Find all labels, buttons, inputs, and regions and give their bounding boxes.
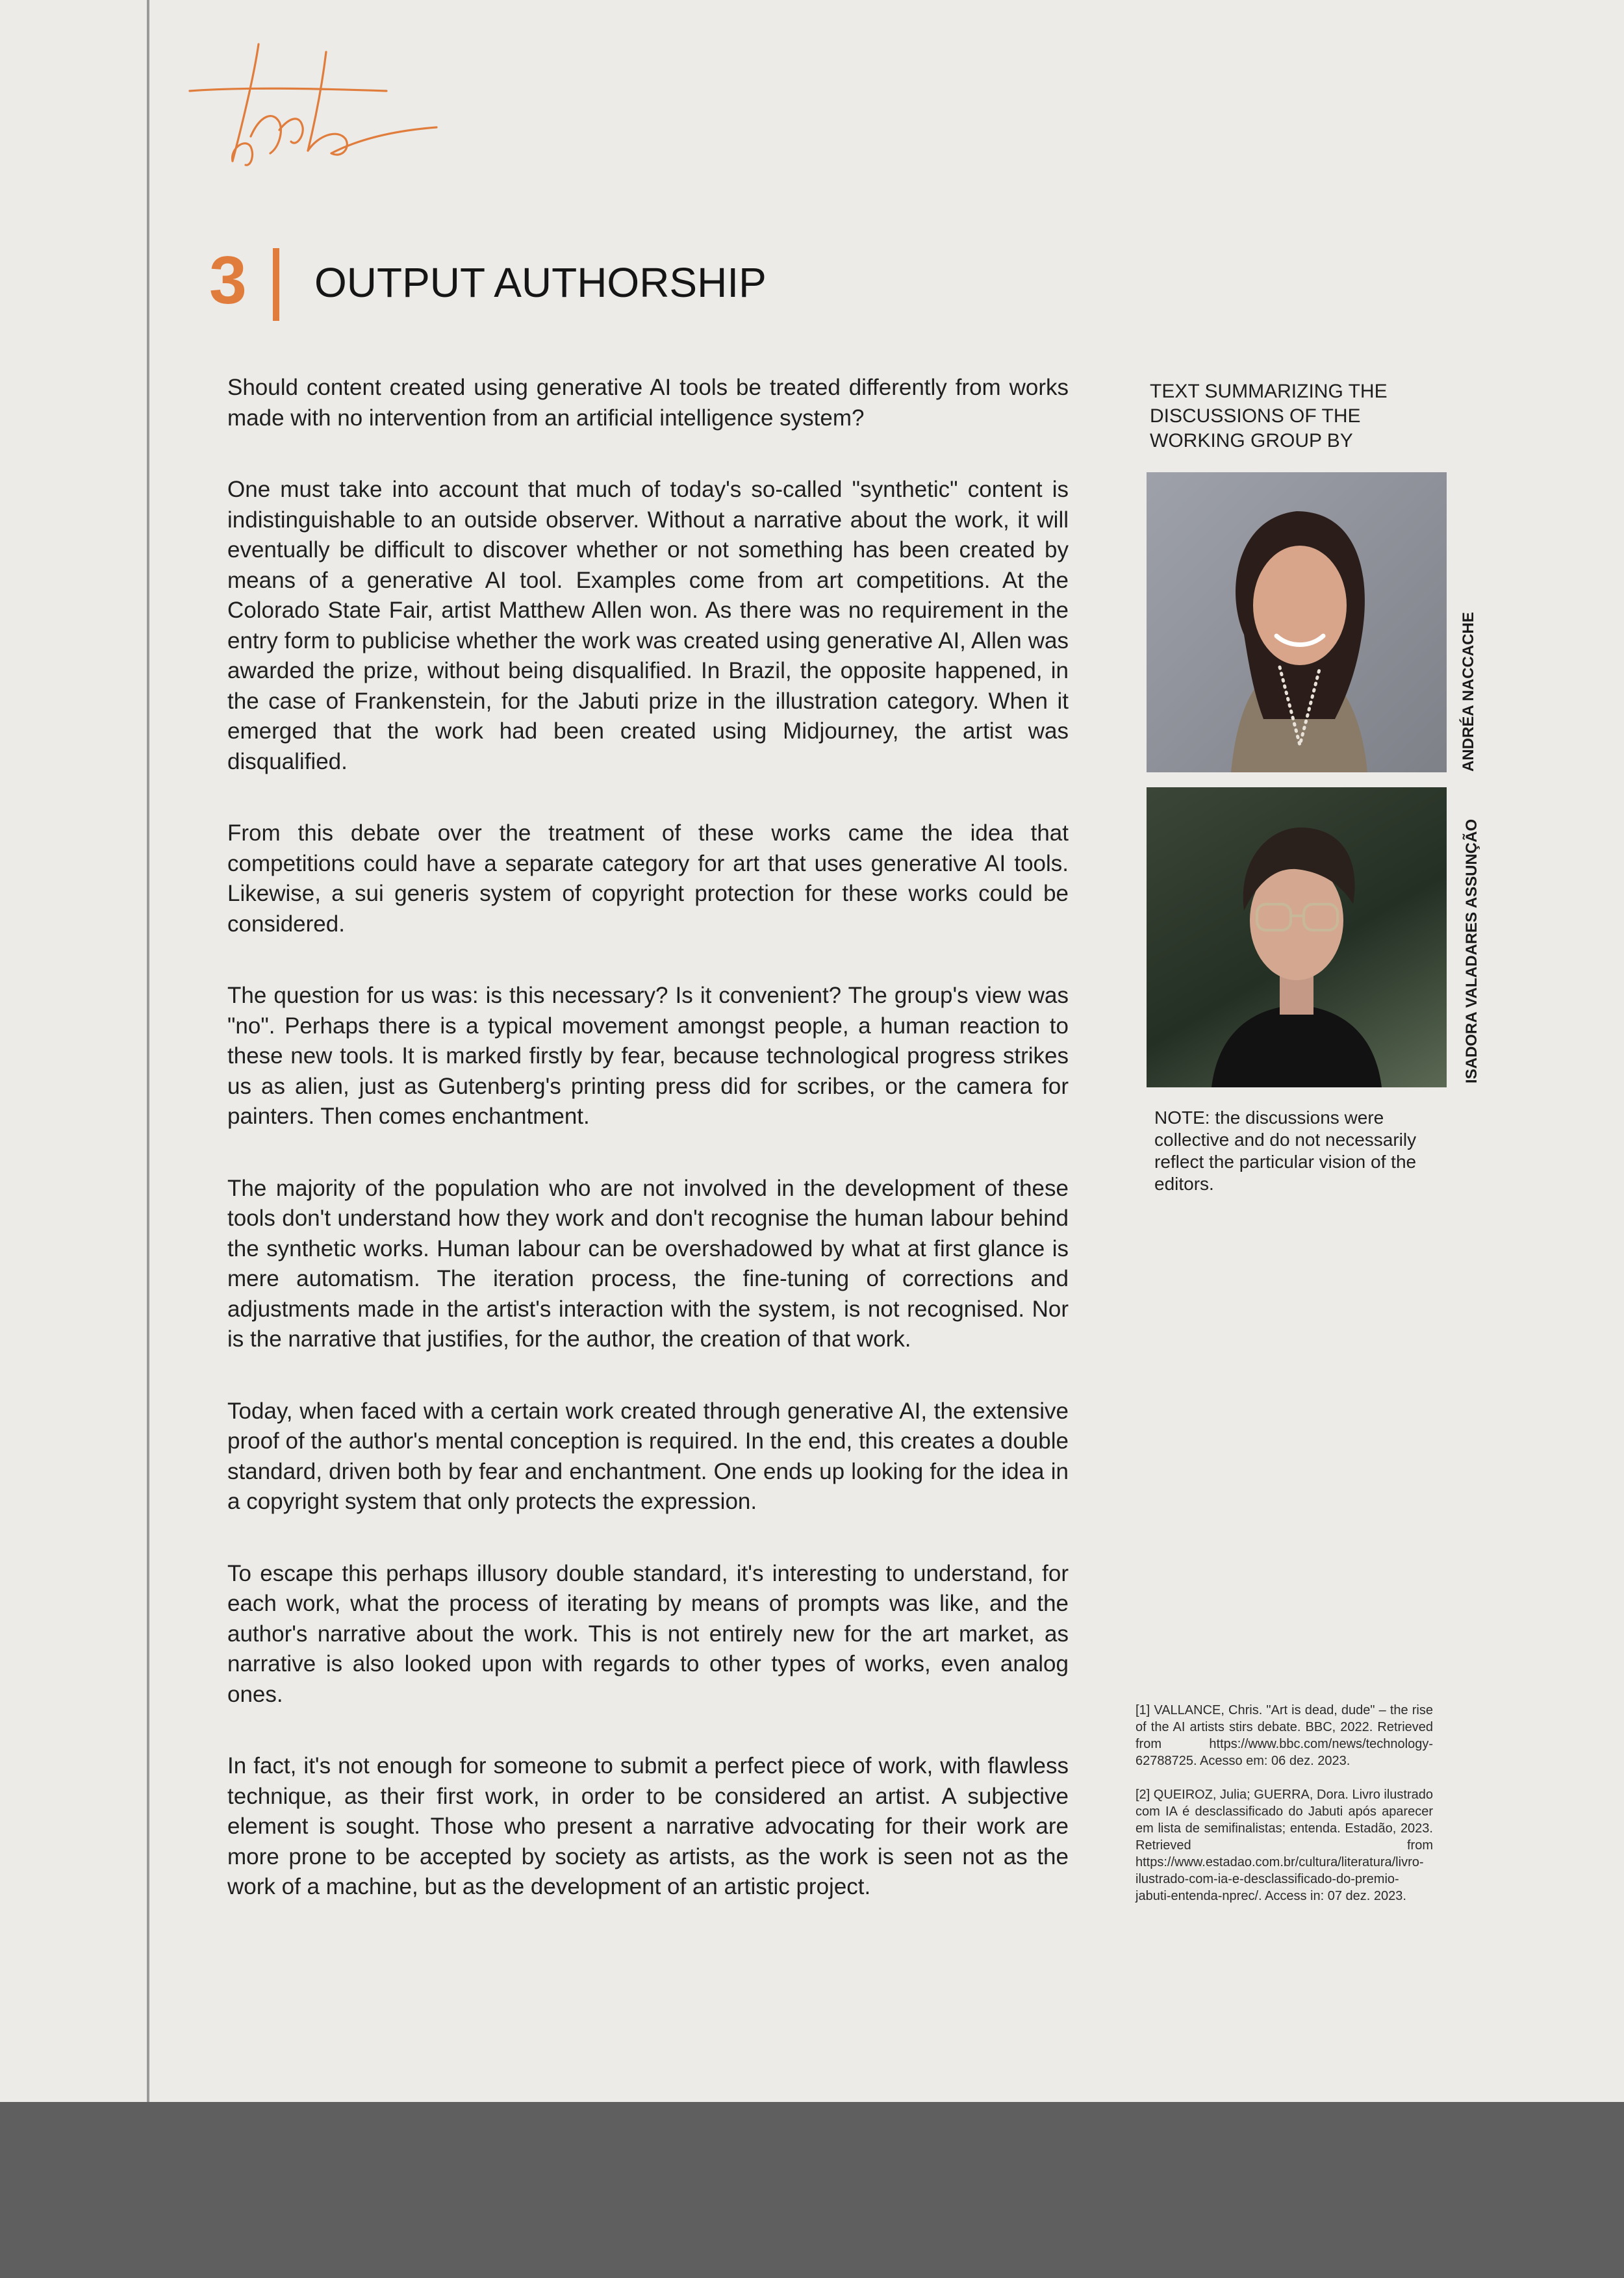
footnote: [1] VALLANCE, Chris. "Art is dead, dude" – the rise of the AI artists stirs debate. BBC, 2022. Retrieved from https://www.bbc.com/news/technology-62788725. Acesso em: 06 dez. 2023. bbox=[1136, 1703, 1433, 1768]
working-group-label: TEXT SUMMARIZING THE DISCUSSIONS OF THE WORKING GROUP BY bbox=[1150, 381, 1388, 451]
body-paragraph: One must take into account that much of today's so-called "synthetic" content is indistinguishable to an outside observer. Without a narrative about the work, it will eventually be difficult to discover whether or not something has been created by means of a generative AI tool. Examples come from art competitions. At the Colorado State Fair, artist Matthew Allen won. As there was no requirement in the entry form to publicise whether the work was created using generative AI, Allen was awarded the prize, without being disqualified. In Brazil, the opposite happened, in the case of Frankenstein, for the Jabuti prize in the illustration category. When it emerged that the work had been created using Midjourney, the artist was disqualified. bbox=[227, 477, 1069, 774]
left-margin-rule bbox=[147, 0, 149, 2278]
author-name-andrea: ANDRÉA NACCACHE bbox=[1460, 612, 1477, 772]
portrait-graphic bbox=[1147, 472, 1447, 772]
footnote: [2] QUEIROZ, Julia; GUERRA, Dora. Livro ilustrado com IA é desclassificado do Jabuti após aparecer em lista de semifinalistas; entenda. Estadão, 2023. Retrieved from https://www.estadao.com.br/cultura/literatura/livro-ilustrado-com-ia-e-desclassificado-do-premio-jabuti-entenda-nprec/. Access in: 07 dez. 2023. bbox=[1136, 1788, 1433, 1903]
section-divider-bar bbox=[273, 248, 279, 321]
body-paragraph: The majority of the population who are not involved in the development of these tools don't understand how they work and don't recognise the human labour behind the synthetic works. Human labour can be overshadowed by what at first glance is mere automatism. The iteration process, the fine-tuning of corrections and adjustments made in the artist's interaction with the system, is not recognised. Nor is the narrative that justifies, for the author, the creation of that work. bbox=[227, 1175, 1069, 1352]
tato-signature-logo-graphic bbox=[182, 32, 455, 182]
editorial-note: NOTE: the discussions were collective and do not necessarily reflect the particular vision of the editors. bbox=[1154, 1107, 1417, 1194]
body-paragraph: From this debate over the treatment of these works came the idea that competitions could have a separate category for art that uses generative AI tools. Likewise, a sui generis system of copyright protection for these works could be considered. bbox=[227, 820, 1069, 937]
footnotes bbox=[1136, 1702, 1433, 1921]
body-paragraph: To escape this perhaps illusory double standard, it's interesting to understand, for each work, what the process of iterating by means of prompts was like, and the author's narrative about the work. This is not entirely new for the art market, as narrative is also looked upon with regards to other types of works, even analog ones. bbox=[227, 1560, 1069, 1707]
author-name-isadora: ISADORA VALADARES ASSUNÇÃO bbox=[1463, 818, 1480, 1083]
section-number: 3 bbox=[209, 243, 247, 318]
section-title: OUTPUT AUTHORSHIP bbox=[314, 259, 767, 306]
author-photo-andrea bbox=[1147, 472, 1447, 772]
article-body bbox=[227, 373, 1069, 1944]
author-photo-isadora bbox=[1147, 787, 1447, 1087]
body-paragraph: Should content created using generative AI tools be treated differently from works made with no intervention from an artificial intelligence system? bbox=[227, 375, 1069, 431]
tato-logo bbox=[182, 32, 455, 182]
body-paragraph: The question for us was: is this necessary? Is it convenient? The group's view was "no". Perhaps there is a typical movement amongst people, a human reaction to these new tools. It is marked firstly by fear, because technological progress strikes us as alien, just as Gutenberg's printing press did for scribes, or the camera for painters. Then comes enchantment. bbox=[227, 983, 1069, 1129]
body-paragraph: Today, when faced with a certain work created through generative AI, the extensive proof of the author's mental conception is required. In the end, this creates a double standard, driven both by fear and enchantment. One ends up looking for the idea in a copyright system that only protects the expression. bbox=[227, 1398, 1069, 1514]
footer-band bbox=[0, 2102, 1624, 2278]
body-paragraph: In fact, it's not enough for someone to submit a perfect piece of work, with flawless technique, as their first work, in order to be considered an artist. A subjective element is sought. Those who present a narrative advocating for their work are more prone to be accepted by society as artists, as the work is seen not as the work of a machine, but as the development of an artistic project. bbox=[227, 1753, 1069, 1899]
portrait-graphic bbox=[1147, 787, 1447, 1087]
